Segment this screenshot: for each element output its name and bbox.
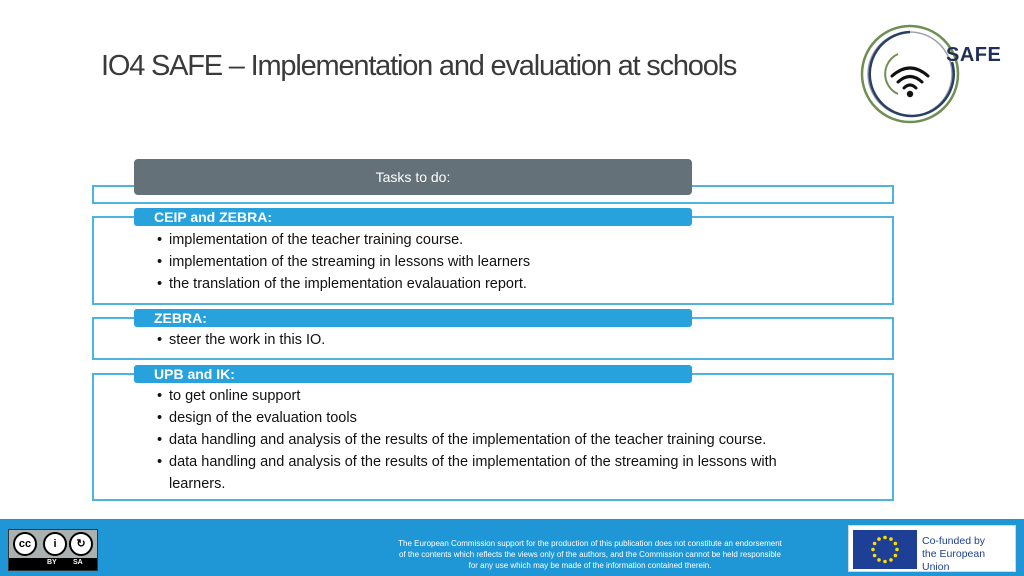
disclaimer-line: of the contents which reflects the views only of the authors, and the Commission cannot be held responsible <box>399 550 781 559</box>
cc-badge-bottom <box>9 558 97 570</box>
list-item: • steer the work in this IO. <box>157 329 857 351</box>
list-item: • data handling and analysis of the results of the implementation of the teacher training course. <box>157 429 837 451</box>
cc-icon: cc <box>13 532 37 556</box>
group-list-ceip-zebra <box>157 229 857 295</box>
person-icon: i <box>43 532 67 556</box>
list-item: • data handling and analysis of the results of the implementation of the streaming in lessons with learners. <box>157 451 837 495</box>
group-list-zebra <box>157 329 857 351</box>
cc-license-badge[interactable] <box>8 529 98 571</box>
safe-logo <box>858 22 1008 126</box>
group-label-ceip-zebra: CEIP and ZEBRA: <box>134 208 692 226</box>
eu-stars-icon <box>853 530 917 569</box>
group-label-zebra: ZEBRA: <box>134 309 692 327</box>
safe-logo-graphic <box>858 22 1008 126</box>
wifi-icon <box>892 68 928 88</box>
list-item: • implementation of the teacher training course. <box>157 229 857 251</box>
disclaimer-line: The European Commission support for the production of this publication does not constitute an endorsement <box>398 539 782 548</box>
list-item: • design of the evaluation tools <box>157 407 837 429</box>
disclaimer-line: for any use which may be made of the information contained therein. <box>468 561 712 570</box>
disclaimer-text <box>370 538 810 571</box>
eu-cofunded-badge <box>848 525 1016 572</box>
cc-by-label: BY <box>47 559 57 566</box>
list-item: • the translation of the implementation evalauation report. <box>157 273 857 295</box>
eu-text-line1: Co-funded by <box>922 535 986 547</box>
list-item: • implementation of the streaming in lessons with learners <box>157 251 857 273</box>
footer-bar <box>0 519 1024 576</box>
list-item: • to get online support <box>157 385 837 407</box>
eu-cofunded-text <box>922 535 1015 574</box>
page-title: IO4 SAFE – Implementation and evaluation at schools <box>101 50 737 82</box>
tasks-header: Tasks to do: <box>134 159 692 195</box>
safe-logo-text: SAFE <box>946 44 1002 66</box>
group-label-upb-ik: UPB and IK: <box>134 365 692 383</box>
eu-text-line2: the European Union <box>922 548 986 573</box>
share-alike-icon: ↻ <box>69 532 93 556</box>
cc-badge-top <box>9 530 97 558</box>
group-list-upb-ik <box>157 385 837 495</box>
cc-sa-label: SA <box>73 559 83 566</box>
eu-flag-icon <box>853 530 917 569</box>
